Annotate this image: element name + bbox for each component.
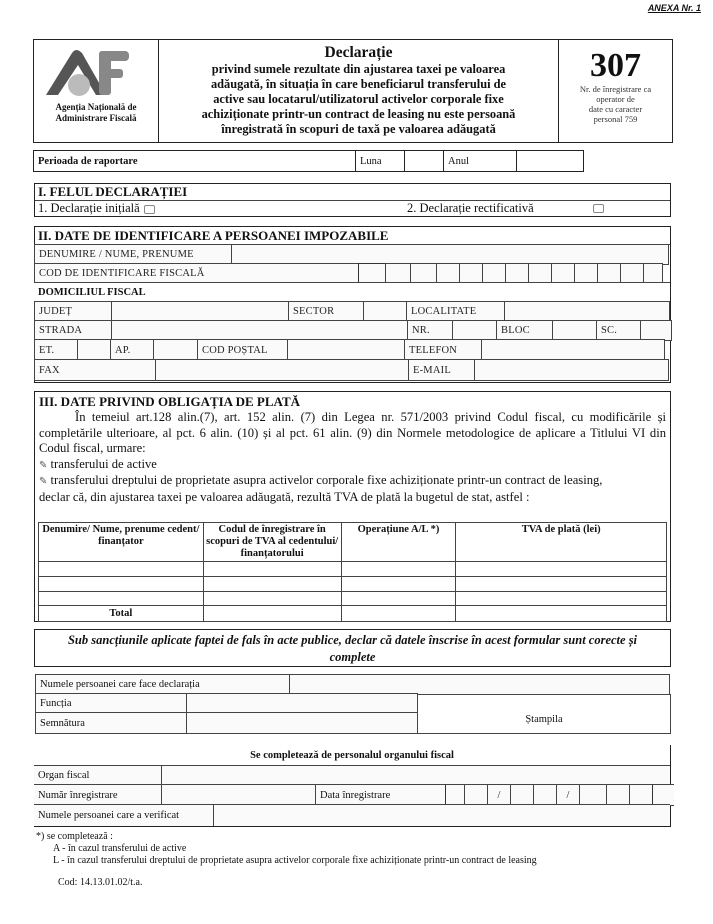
- date-separator: /: [487, 784, 511, 806]
- fiscal-organ-input[interactable]: [161, 765, 670, 786]
- declaration-conclusion: declar că, din ajustarea taxei pe valoarea adăugată, rezultă TVA de plată la bugetul de stat, astfel :: [39, 489, 530, 504]
- postal-code-label: COD POȘTAL: [197, 339, 288, 361]
- rectificative-declaration-checkbox[interactable]: [593, 204, 604, 213]
- form-number-box: [559, 39, 673, 143]
- pencil-icon: ✎: [39, 459, 48, 471]
- date-digit-box[interactable]: [464, 784, 488, 806]
- table-cell[interactable]: [203, 577, 341, 592]
- form-code: Cod: 14.13.01.02/t.a.: [58, 877, 143, 888]
- column-header: TVA de plată (lei): [456, 523, 667, 562]
- initial-declaration-label: 1. Declarație inițială: [38, 201, 140, 215]
- name-input[interactable]: [231, 244, 669, 265]
- table-row: [39, 592, 667, 606]
- section-declaration-type: [34, 183, 671, 217]
- footnote-intro: *) se completează :: [36, 831, 113, 842]
- reporting-period-row: [34, 151, 584, 172]
- cif-digit-box[interactable]: [410, 263, 437, 284]
- table-cell[interactable]: [39, 592, 204, 606]
- date-digit-box[interactable]: [652, 784, 674, 806]
- apartment-input[interactable]: [153, 339, 198, 361]
- registration-note: operator de: [596, 94, 635, 104]
- phone-input[interactable]: [481, 339, 665, 361]
- staircase-label: SC.: [596, 320, 641, 341]
- cif-digit-box[interactable]: [358, 263, 386, 284]
- street-input[interactable]: [111, 320, 408, 341]
- table-row: [39, 562, 667, 577]
- staircase-input[interactable]: [640, 320, 672, 341]
- bullet-leasing-transfer: transferului dreptului de proprietate asupra activelor corporale fixe achiziționate printr-un contract de leasing,: [50, 473, 603, 488]
- phone-label: TELEFON: [404, 339, 482, 361]
- table-cell[interactable]: [456, 562, 667, 577]
- anaf-logo: [33, 39, 158, 143]
- total-cell[interactable]: [203, 606, 341, 622]
- subtitle-line: înregistrată în scopuri de taxă pe valoarea adăugată: [221, 122, 496, 136]
- section-2-title: II. DATE DE IDENTIFICARE A PERSOANEI IMPOZABILE: [35, 227, 670, 245]
- block-input[interactable]: [552, 320, 597, 341]
- cif-digit-box[interactable]: [551, 263, 575, 284]
- date-digit-box[interactable]: [579, 784, 607, 806]
- column-header: Operațiune A/L *): [341, 523, 456, 562]
- registration-date-label: Data înregistrare: [315, 784, 446, 806]
- footnote: [36, 831, 686, 889]
- block-label: BLOC: [496, 320, 553, 341]
- registration-note: Nr. de înregistrare ca: [579, 84, 652, 94]
- floor-label: ET.: [34, 339, 78, 361]
- table-cell[interactable]: [203, 562, 341, 577]
- date-separator: /: [556, 784, 580, 806]
- column-header: Codul de înregistrare în scopuri de TVA al cedentului/ finanțatorului: [203, 523, 341, 562]
- stamp-area: [417, 694, 671, 734]
- legal-statement: Sub sancțiunile aplicate faptei de fals în acte publice, declar că datele înscrise în acest formular sunt corecte și complete: [34, 629, 671, 667]
- number-input[interactable]: [452, 320, 497, 341]
- date-digit-box[interactable]: [445, 784, 465, 806]
- annex-label: ANEXA Nr. 1: [647, 3, 701, 13]
- section-3-title: III. DATE PRIVIND OBLIGAȚIA DE PLATĂ: [39, 394, 301, 409]
- cif-label: COD DE IDENTIFICARE FISCALĂ: [34, 263, 359, 284]
- cif-digit-box[interactable]: [528, 263, 552, 284]
- table-row: [39, 577, 667, 592]
- street-label: STRADA: [34, 320, 112, 341]
- locality-label: LOCALITATE: [406, 301, 505, 322]
- fax-input[interactable]: [155, 359, 409, 381]
- table-cell[interactable]: [341, 592, 456, 606]
- subtitle-line: adăugată, în situația în care beneficiarul transferului de: [210, 77, 507, 91]
- month-input[interactable]: [404, 150, 444, 172]
- agency-name-line2: Administrare Fiscală: [55, 113, 137, 123]
- date-digit-box[interactable]: [629, 784, 653, 806]
- subtitle-line: active sau locatarul/utilizatorul activelor corporale fixe: [213, 92, 504, 106]
- registration-number-input[interactable]: [161, 784, 316, 806]
- date-digit-box[interactable]: [510, 784, 534, 806]
- table-cell[interactable]: [341, 577, 456, 592]
- subtitle-line: privind sumele rezultate din ajustarea taxei pe valoarea: [211, 62, 506, 76]
- vat-payment-table: [38, 522, 667, 622]
- cif-digit-box[interactable]: [436, 263, 460, 284]
- function-label: Funcția: [35, 693, 187, 714]
- verifier-name-input[interactable]: [213, 804, 670, 826]
- rectificative-declaration-label: 2. Declarație rectificativă: [407, 201, 534, 215]
- table-cell[interactable]: [39, 562, 204, 577]
- table-cell[interactable]: [456, 577, 667, 592]
- email-input[interactable]: [474, 359, 669, 381]
- registration-note: personal 759: [593, 114, 638, 124]
- form-number: 307: [590, 47, 641, 84]
- fiscal-organ-label: Organ fiscal: [34, 765, 162, 786]
- signature-label: Semnătura: [35, 712, 187, 734]
- sector-input[interactable]: [363, 301, 407, 322]
- footnote-l: L - în cazul transferului dreptului de proprietate asupra activelor corporale fixe achiziționate printr-un contract de leasing: [53, 855, 537, 866]
- county-label: JUDEȚ: [34, 301, 112, 322]
- apartment-label: AP.: [110, 339, 154, 361]
- email-label: E-MAIL: [408, 359, 475, 381]
- table-cell[interactable]: [341, 562, 456, 577]
- year-input[interactable]: [516, 150, 584, 172]
- date-digit-box[interactable]: [533, 784, 557, 806]
- column-header: Denumire/ Nume, prenume cedent/ finanțator: [39, 523, 204, 562]
- year-label: Anul: [443, 150, 517, 172]
- cif-digit-box[interactable]: [505, 263, 529, 284]
- table-cell[interactable]: [39, 577, 204, 592]
- registration-number-label: Număr înregistrare: [34, 784, 162, 806]
- period-label: Perioada de raportare: [33, 150, 356, 172]
- bullet-asset-transfer: transferului de active: [50, 456, 157, 471]
- county-input[interactable]: [111, 301, 289, 322]
- date-digit-box[interactable]: [606, 784, 630, 806]
- total-label: Total: [39, 606, 204, 622]
- af-logo-icon: [44, 43, 144, 101]
- page-title: Declarație: [324, 44, 393, 61]
- fiscal-domicile-label: DOMICILIUL FISCAL: [34, 282, 670, 303]
- total-cell[interactable]: [341, 606, 456, 622]
- sector-label: SECTOR: [288, 301, 364, 322]
- agency-name-line1: Agenția Națională de: [55, 102, 137, 112]
- month-label: Luna: [355, 150, 405, 172]
- signature-input[interactable]: [186, 712, 418, 734]
- postal-code-input[interactable]: [287, 339, 405, 361]
- cif-digit-box[interactable]: [643, 263, 663, 284]
- pencil-icon: ✎: [39, 476, 48, 488]
- subtitle-line: achiziționate printr-un contract de leasing nu este persoană: [201, 107, 516, 121]
- section-1-title: I. FELUL DECLARAȚIEI: [35, 184, 670, 201]
- verifier-name-label: Numele persoanei care a verificat: [34, 804, 214, 826]
- locality-input[interactable]: [504, 301, 670, 322]
- total-row: [39, 606, 667, 622]
- fiscal-office-title: Se completează de personalul organului fiscal: [34, 745, 670, 767]
- declarant-name-label: Numele persoanei care face declarația: [35, 674, 290, 695]
- legal-basis-text: În temeiul art.128 alin.(7), art. 152 alin. (7) din Legea nr. 571/2003 privind Codul fiscal, cu modificările și completările ulterioare, al pct. 6 alin. (10) și al pct. 61 alin. (9) din Normele metodologice de aplicare a Titlului VI din Codul fiscal, urmare:: [39, 410, 666, 456]
- cif-digit-box[interactable]: [385, 263, 411, 284]
- number-label: NR.: [407, 320, 453, 341]
- floor-input[interactable]: [77, 339, 111, 361]
- cif-digit-box[interactable]: [597, 263, 621, 284]
- cif-digit-box[interactable]: [574, 263, 598, 284]
- stamp-label: Ștampila: [525, 713, 563, 725]
- declaration-title-box: [158, 39, 559, 143]
- footnote-a: A - în cazul transferului de active: [53, 843, 187, 854]
- fax-label: FAX: [34, 359, 156, 381]
- function-input[interactable]: [186, 693, 418, 714]
- initial-declaration-checkbox[interactable]: [144, 205, 155, 214]
- table-cell[interactable]: [456, 592, 667, 606]
- total-cell[interactable]: [456, 606, 667, 622]
- cif-digit-box[interactable]: [620, 263, 644, 284]
- cif-digit-box[interactable]: [459, 263, 483, 284]
- registration-note: date cu caracter: [588, 104, 643, 114]
- table-cell[interactable]: [203, 592, 341, 606]
- cif-digit-box[interactable]: [482, 263, 506, 284]
- name-label: DENUMIRE / NUME, PRENUME: [34, 244, 232, 265]
- declarant-name-input[interactable]: [289, 674, 670, 695]
